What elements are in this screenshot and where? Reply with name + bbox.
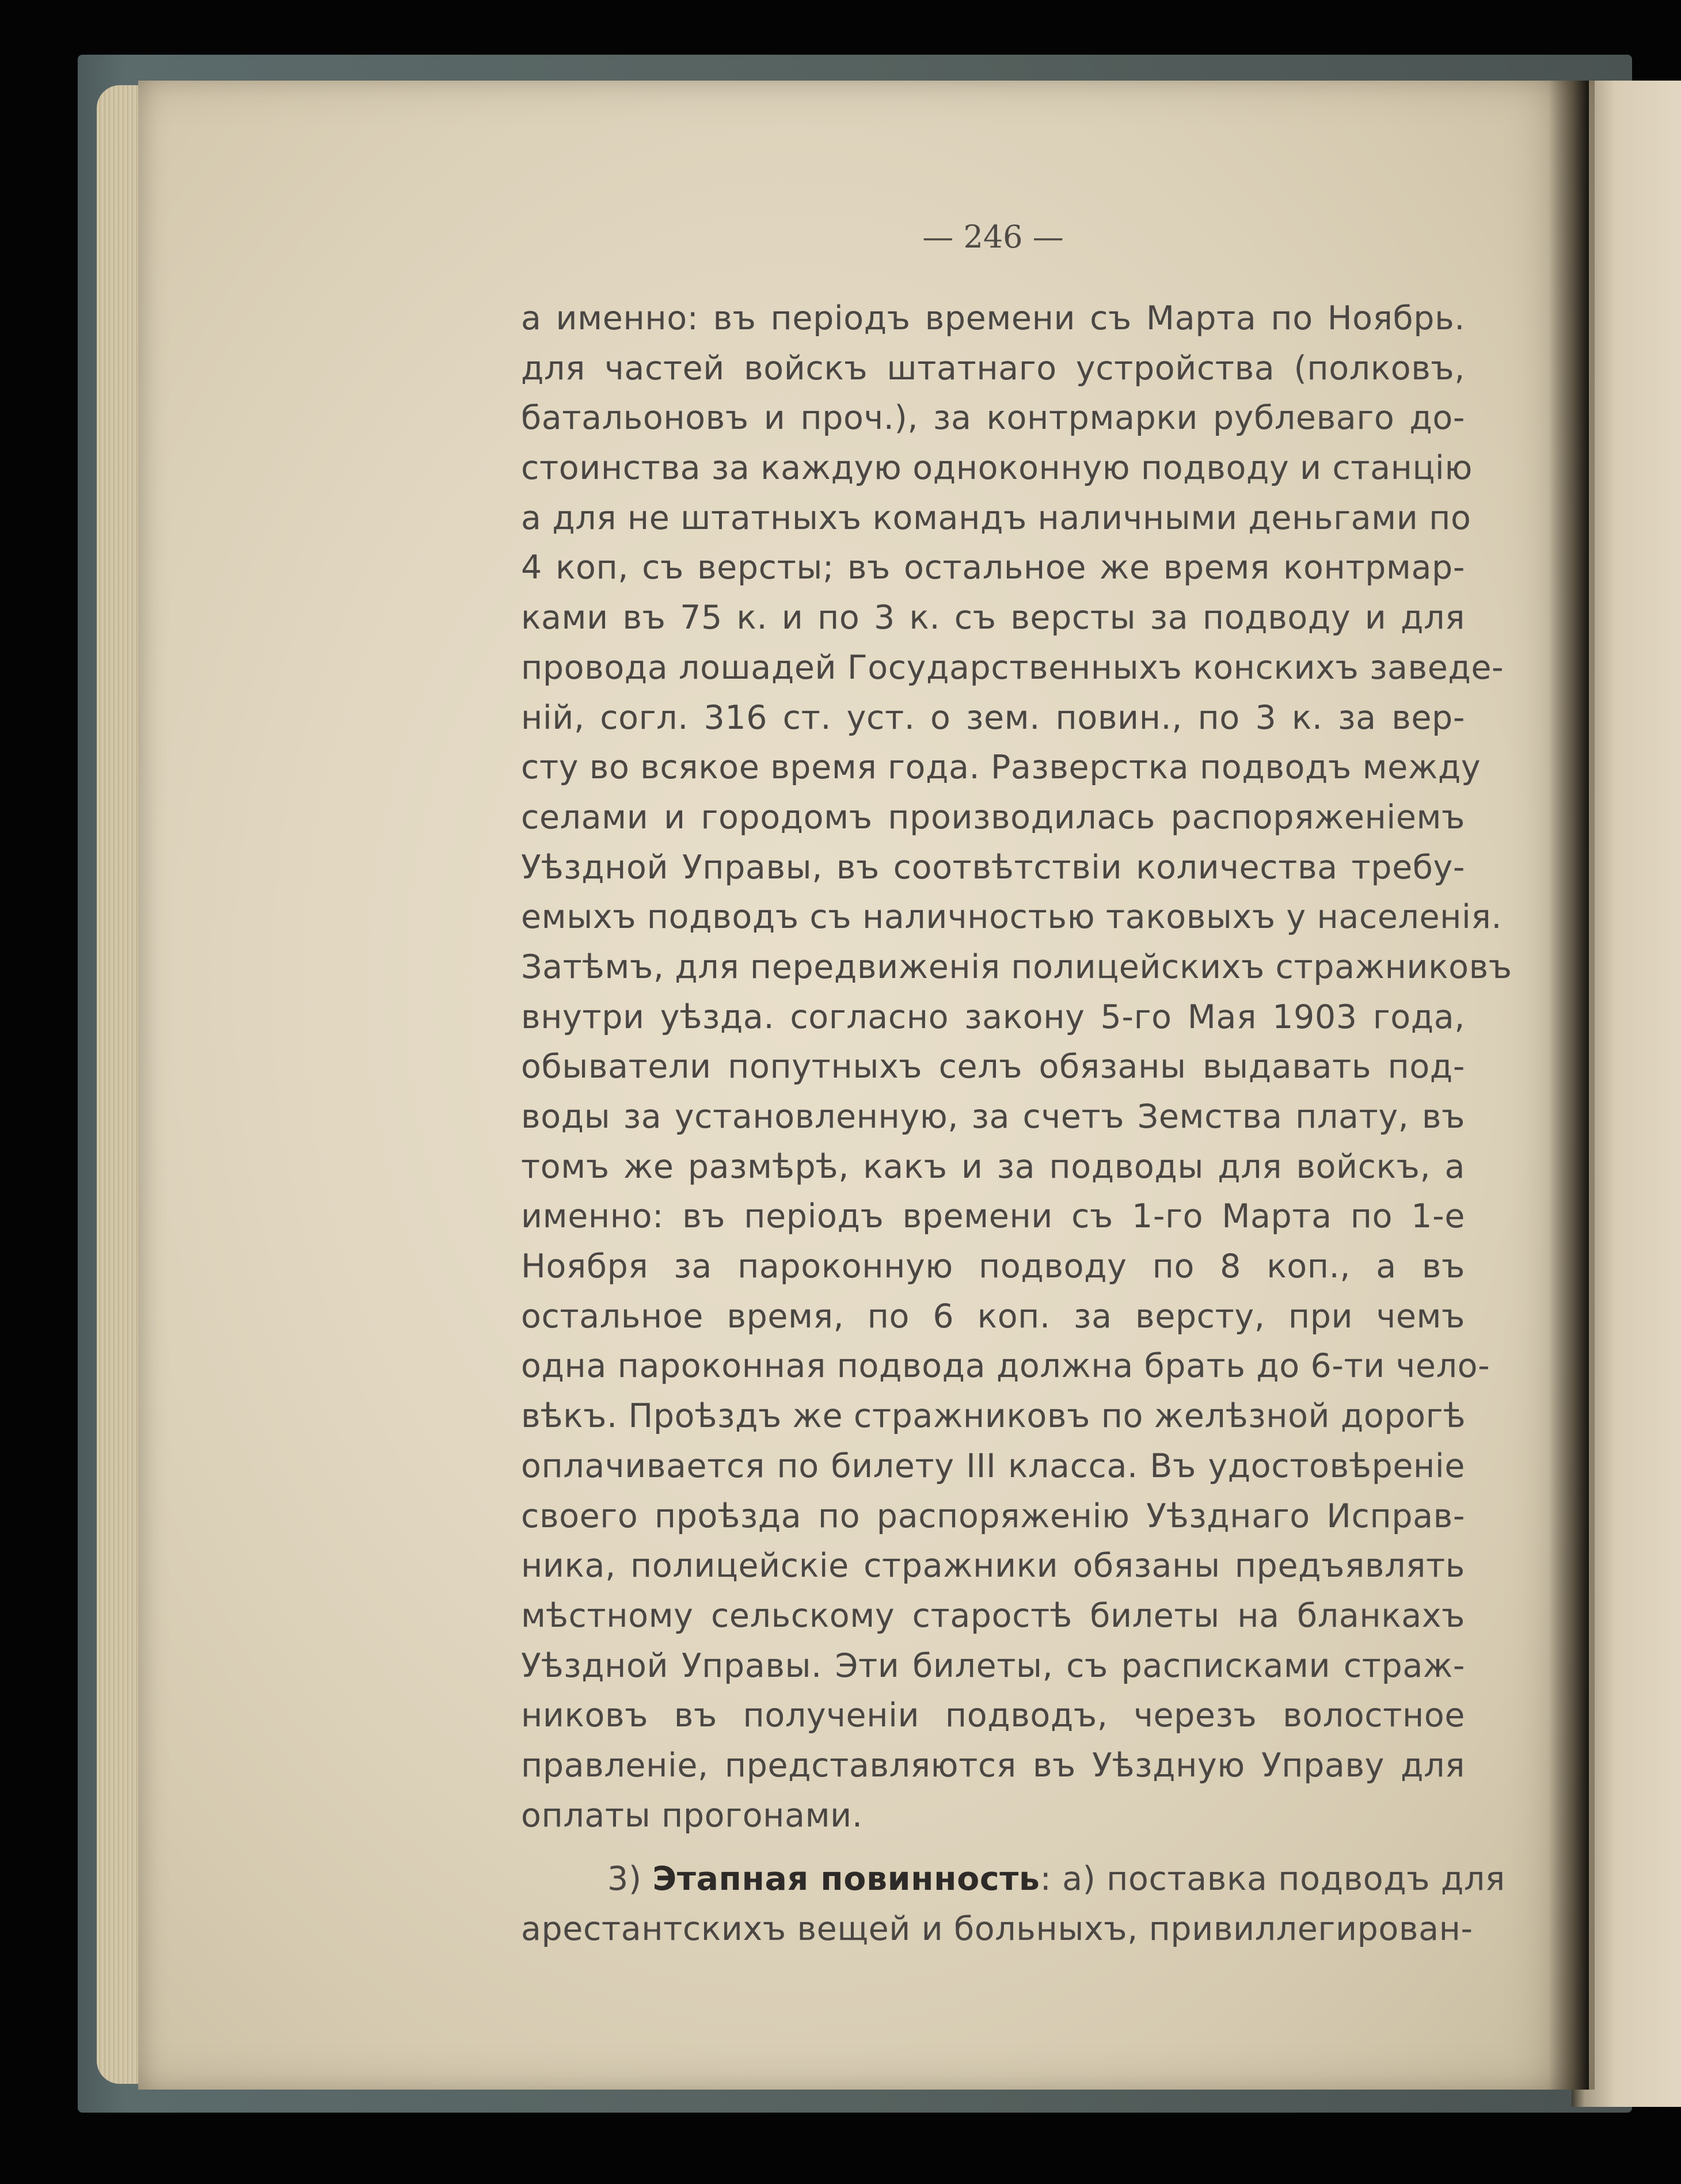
text-line: батальоновъ и проч.), за контрмарки рублеваго до- bbox=[521, 399, 1465, 437]
book-gutter-shadow bbox=[1549, 81, 1589, 2090]
text-line: для частей войскъ штатнаго устройства (полковъ, bbox=[521, 349, 1465, 387]
text-line: Ноября за пароконную подводу по 8 коп., а въ bbox=[521, 1247, 1465, 1286]
text-line: воды за установленную, за счетъ Земства плату, въ bbox=[521, 1098, 1465, 1136]
section-heading-line bbox=[521, 1854, 1505, 1904]
text-line: оплаты прогонами. bbox=[521, 1796, 863, 1835]
section-number: 3) bbox=[607, 1860, 653, 1898]
text-line: внутри уѣзда. согласно закону 5-го Мая 1903 года, bbox=[521, 998, 1465, 1036]
text-line: Затѣмъ, для передвиженія полицейскихъ стражниковъ bbox=[521, 948, 1512, 986]
text-line: а для не штатныхъ командъ наличными деньгами по bbox=[521, 499, 1471, 537]
text-line: остальное время, по 6 коп. за версту, при чемъ bbox=[521, 1297, 1465, 1335]
text-line: томъ же размѣрѣ, какъ и за подводы для войскъ, а bbox=[521, 1147, 1465, 1186]
text-line: ника, полицейскіе стражники обязаны предъявлять bbox=[521, 1547, 1465, 1585]
text-line: 4 коп, съ версты; въ остальное же время контрмар- bbox=[521, 549, 1465, 587]
text-line: именно: въ періодъ времени съ 1-го Марта по 1-е bbox=[521, 1197, 1465, 1236]
text-line: правленіе, представляются въ Уѣздную Управу для bbox=[521, 1746, 1465, 1785]
text-line: Уѣздной Управы. Эти билеты, съ расписками страж- bbox=[521, 1646, 1465, 1685]
section-heading: Этапная повинность bbox=[652, 1860, 1040, 1898]
text-line: своего проѣзда по распоряженію Уѣзднаго Исправ- bbox=[521, 1497, 1465, 1535]
text-line: стоинства за каждую одноконную подводу и станцію bbox=[521, 449, 1473, 488]
text-line: оплачивается по билету III класса. Въ удостовѣреніе bbox=[521, 1447, 1465, 1485]
page-number: — 246 — bbox=[922, 219, 1064, 255]
paragraph-gap bbox=[521, 1840, 1465, 1854]
text-line: вѣкъ. Проѣздъ же стражниковъ по желѣзной дорогѣ bbox=[521, 1397, 1466, 1436]
text-line: никовъ въ полученіи подводъ, черезъ волостное bbox=[521, 1696, 1465, 1735]
text-line: сту во всякое время года. Разверстка подводъ между bbox=[521, 748, 1481, 787]
text-line: ками въ 75 к. и по 3 к. съ версты за подводу и для bbox=[521, 599, 1465, 637]
text-line: арестантскихъ вещей и больныхъ, привиллегирован- bbox=[521, 1910, 1473, 1948]
text-line: Уѣздной Управы, въ соотвѣтствіи количества требу- bbox=[521, 848, 1465, 886]
body-text bbox=[521, 294, 1512, 1954]
text-line: емыхъ подводъ съ наличностью таковыхъ у населенія. bbox=[521, 898, 1503, 937]
text-line: ній, согл. 316 ст. уст. о зем. повин., по 3 к. за вер- bbox=[521, 698, 1465, 737]
text-line: провода лошадей Государственныхъ конскихъ заведе- bbox=[521, 648, 1504, 687]
section-heading-rest: : а) поставка подводъ для bbox=[1040, 1860, 1505, 1898]
text-line: а именно: въ періодъ времени съ Марта по Ноябрь. bbox=[521, 299, 1465, 337]
text-line: мѣстному сельскому старостѣ билеты на бланкахъ bbox=[521, 1596, 1465, 1635]
text-line: одна пароконная подвода должна брать до 6-ти чело- bbox=[521, 1347, 1490, 1386]
text-line: обыватели попутныхъ селъ обязаны выдавать под- bbox=[521, 1048, 1465, 1086]
text-line: селами и городомъ производилась распоряженіемъ bbox=[521, 798, 1465, 836]
